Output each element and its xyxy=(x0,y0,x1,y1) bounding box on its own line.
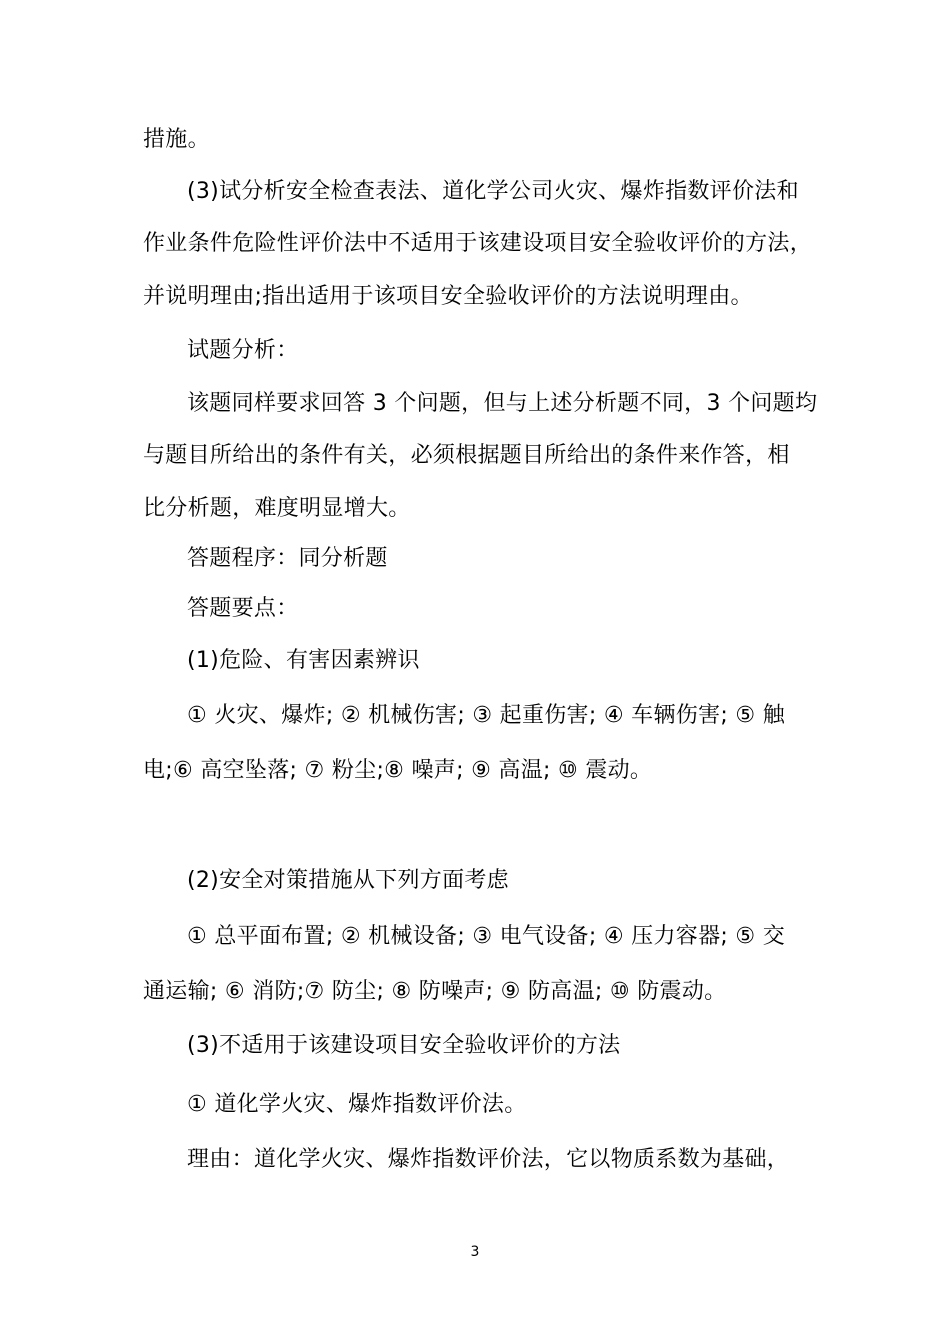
text-line: 答题程序：同分析题 xyxy=(187,546,388,571)
text-line: 比分析题，难度明显增大。 xyxy=(143,496,411,521)
text-line: 答题要点： xyxy=(187,596,299,621)
text-line: (3)试分析安全检查表法、道化学公司火灾、爆炸指数评价法和 xyxy=(187,179,799,204)
text-line: ① 道化学火灾、爆炸指数评价法。 xyxy=(187,1092,527,1117)
text-line: ① 总平面布置; ② 机械设备; ③ 电气设备; ④ 压力容器; ⑤ 交 xyxy=(187,924,786,949)
text-line: 通运输; ⑥ 消防;⑦ 防尘; ⑧ 防噪声; ⑨ 防高温; ⑩ 防震动。 xyxy=(143,979,727,1004)
text-line: (2)安全对策措施从下列方面考虑 xyxy=(187,868,509,893)
text-line: 作业条件危险性评价法中不适用于该建设项目安全验收评价的方法， xyxy=(143,231,813,256)
text-line: 与题目所给出的条件有关，必须根据题目所给出的条件来作答，相 xyxy=(143,443,790,468)
text-line: 该题同样要求回答 3 个问题，但与上述分析题不同，3 个问题均 xyxy=(187,391,818,416)
text-line: 理由：道化学火灾、爆炸指数评价法，它以物质系数为基础， xyxy=(187,1147,790,1172)
page-number: 3 xyxy=(470,1244,480,1260)
text-line: 试题分析： xyxy=(187,338,299,363)
text-line: 措施。 xyxy=(143,127,210,152)
text-line: ① 火灾、爆炸; ② 机械伤害; ③ 起重伤害; ④ 车辆伤害; ⑤ 触 xyxy=(187,703,786,728)
text-line: 并说明理由;指出适用于该项目安全验收评价的方法说明理由。 xyxy=(143,284,753,309)
text-line: (3)不适用于该建设项目安全验收评价的方法 xyxy=(187,1033,621,1058)
text-line: (1)危险、有害因素辨识 xyxy=(187,648,420,673)
text-line: 电;⑥ 高空坠落; ⑦ 粉尘;⑧ 噪声; ⑨ 高温; ⑩ 震动。 xyxy=(143,758,653,783)
